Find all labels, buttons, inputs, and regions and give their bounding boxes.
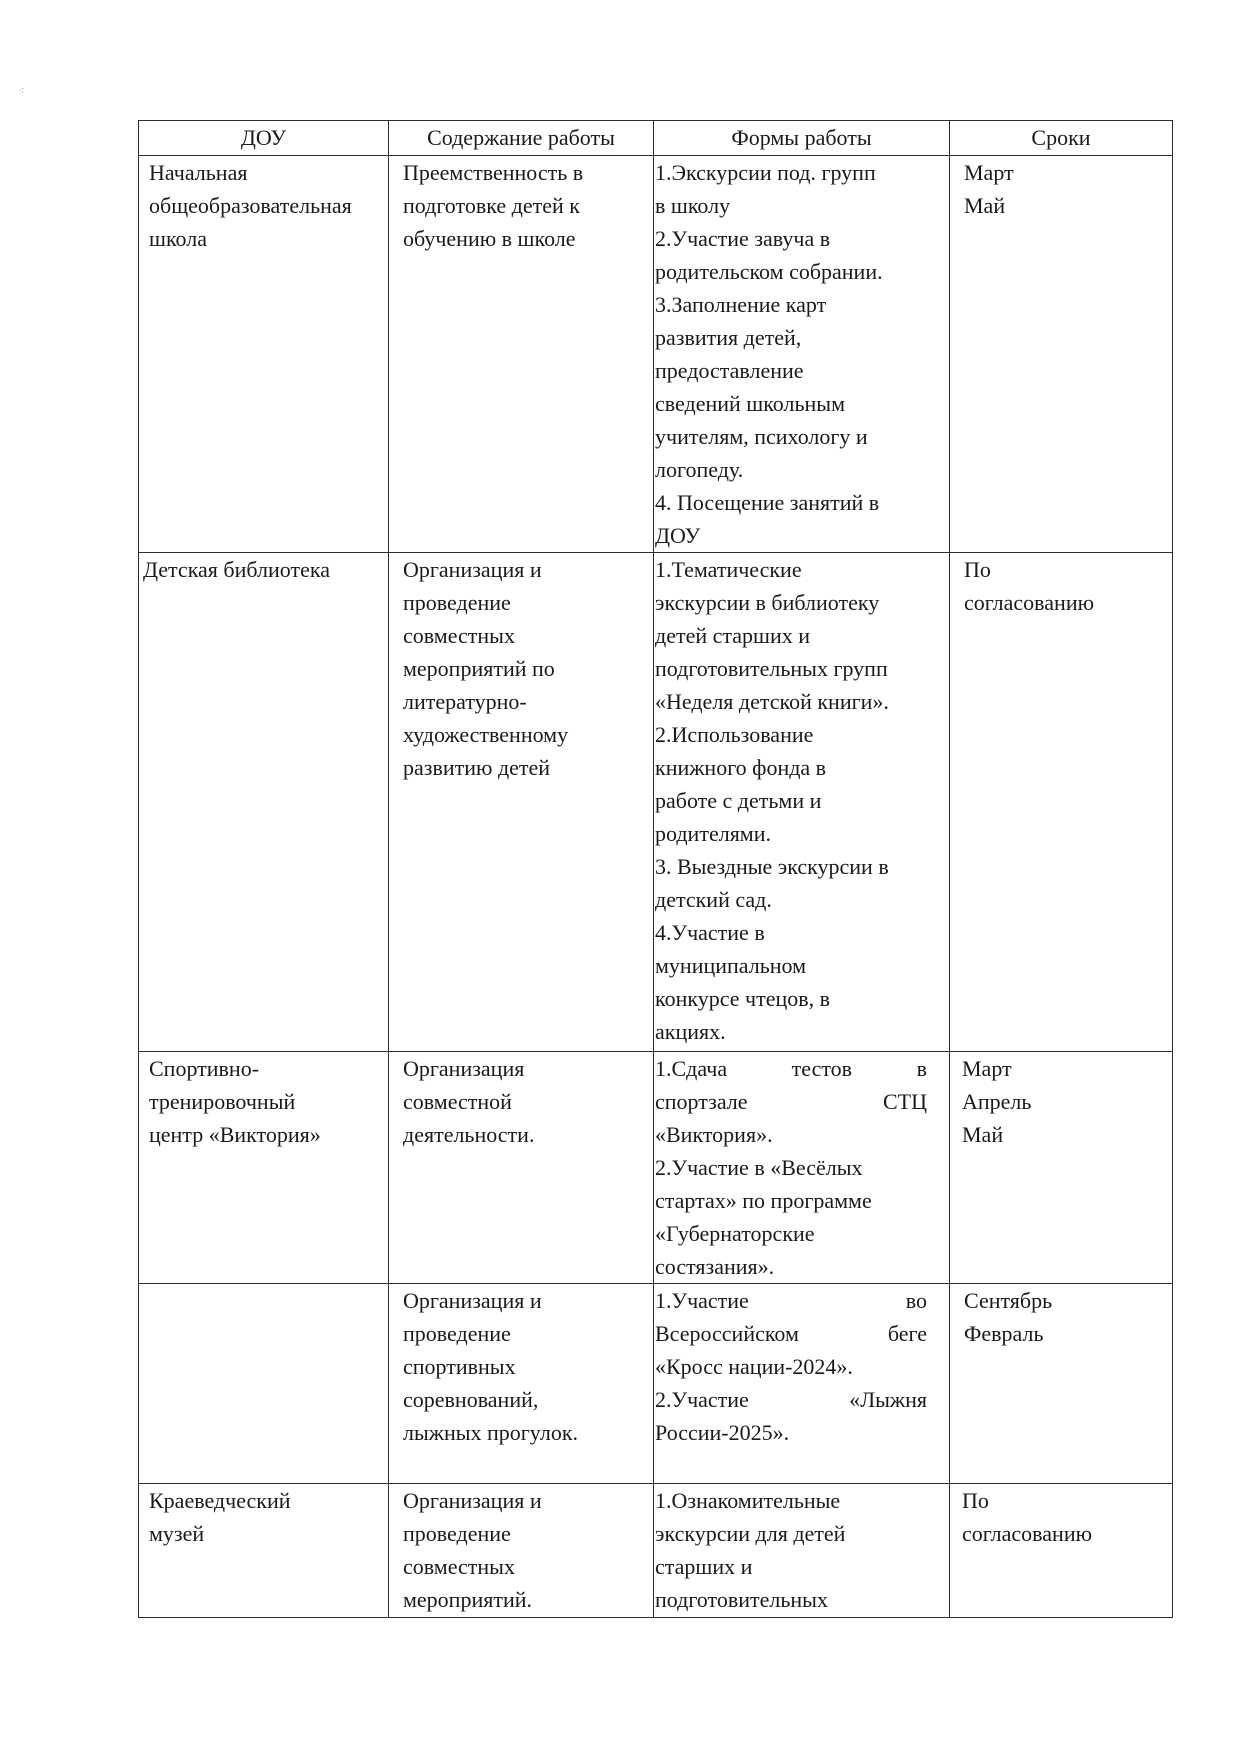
cell-line: совместных	[403, 1554, 515, 1579]
cell-line: 1.Экскурсии под. групп	[655, 160, 876, 185]
cell-line: деятельности.	[403, 1122, 535, 1147]
cell-line: Начальная	[149, 160, 248, 185]
cell-word: СТЦ	[883, 1089, 927, 1114]
cell-word: Всероссийском	[655, 1321, 799, 1346]
cell-line: Сентябрь	[964, 1288, 1053, 1313]
cell-line: «Неделя детской книги».	[655, 689, 889, 714]
cell-line: мероприятий по	[403, 656, 555, 681]
cell-word: в	[916, 1056, 927, 1081]
cell-line: По	[962, 1488, 989, 1513]
cell-line: 2.Участие завуча в	[655, 226, 831, 251]
cell-line: согласованию	[962, 1521, 1093, 1546]
org-cell	[139, 156, 389, 553]
cell-line: подготовке детей к	[403, 193, 580, 218]
cell-line	[655, 1052, 927, 1085]
cell-line: старших и	[655, 1554, 753, 1579]
cell-line: экскурсии в библиотеку	[655, 590, 880, 615]
cell-line: 1.Тематические	[655, 557, 802, 582]
cell-line: состязания».	[655, 1254, 775, 1279]
cell-line: Май	[964, 193, 1006, 218]
cell-line: работе с детьми и	[655, 788, 822, 813]
table-row	[139, 1484, 1173, 1618]
cell-line: музей	[149, 1521, 205, 1546]
cell-line: подготовительных	[655, 1587, 828, 1612]
header-content: Содержание работы	[389, 121, 654, 156]
terms-cell	[950, 553, 1173, 1052]
cell-line: Май	[962, 1122, 1004, 1147]
cell-line: Март	[962, 1056, 1012, 1081]
cell-line: стартах» по программе	[655, 1188, 872, 1213]
cell-word: 1.Сдача	[655, 1056, 728, 1081]
cell-line: Организация	[403, 1056, 525, 1081]
org-cell	[139, 1052, 389, 1284]
cell-line: Краеведческий	[149, 1488, 291, 1513]
cell-line: 3.Заполнение карт	[655, 292, 827, 317]
terms-cell	[950, 1284, 1173, 1484]
cell-line: Организация и	[403, 1288, 542, 1313]
cell-word: во	[905, 1288, 927, 1313]
cell-line	[655, 1383, 927, 1416]
header-terms: Сроки	[950, 121, 1173, 156]
table-row	[139, 1052, 1173, 1284]
scan-mark-icon: ⁖	[18, 84, 25, 97]
cell-line: конкурсе чтецов, в	[655, 986, 831, 1011]
cell-line: соревнований,	[403, 1387, 539, 1412]
table-row	[139, 1284, 1173, 1484]
cell-word: спортзале	[655, 1089, 748, 1114]
cell-line: согласованию	[964, 590, 1095, 615]
cell-line: детей старших и	[655, 623, 811, 648]
cell-line: 1.Ознакомительные	[655, 1488, 841, 1513]
cell-line	[655, 1085, 927, 1118]
cell-line: «Кросс нации-2024».	[655, 1354, 853, 1379]
cell-line: предоставление	[655, 358, 804, 383]
forms-cell	[654, 156, 950, 553]
cell-line: центр «Виктория»	[149, 1122, 321, 1147]
cell-line: экскурсии для детей	[655, 1521, 846, 1546]
cell-line: акциях.	[655, 1019, 726, 1044]
cell-line: Организация и	[403, 1488, 542, 1513]
cell-line: развитию детей	[403, 755, 551, 780]
cell-line: совместной	[403, 1089, 512, 1114]
cell-line: сведений школьным	[655, 391, 845, 416]
cell-word: 1.Участие	[655, 1288, 749, 1313]
cell-line: ДОУ	[655, 523, 701, 548]
org-cell	[139, 1284, 389, 1484]
cell-line	[655, 1317, 927, 1350]
cell-line: в школу	[655, 193, 731, 218]
forms-cell	[654, 553, 950, 1052]
org-cell	[139, 1484, 389, 1618]
forms-cell	[654, 1484, 950, 1618]
terms-cell	[950, 1484, 1173, 1618]
cell-word: тестов	[791, 1056, 853, 1081]
cell-line: проведение	[403, 590, 511, 615]
cell-line: 4.Участие в	[655, 920, 765, 945]
cell-line: Февраль	[964, 1321, 1044, 1346]
cell-line: детский сад.	[655, 887, 772, 912]
cell-line: лыжных прогулок.	[403, 1420, 579, 1445]
cell-line: Апрель	[962, 1089, 1032, 1114]
table-row	[139, 553, 1173, 1052]
org-cell	[139, 553, 389, 1052]
terms-cell	[950, 156, 1173, 553]
cell-line: развития детей,	[655, 325, 802, 350]
cell-line: тренировочный	[149, 1089, 296, 1114]
forms-cell	[654, 1284, 950, 1484]
cell-line: 4. Посещение занятий в	[655, 490, 880, 515]
cell-line: подготовительных групп	[655, 656, 888, 681]
cell-line: книжного фонда в	[655, 755, 827, 780]
cell-line: обучению в школе	[403, 226, 576, 251]
cell-line: По	[964, 557, 991, 582]
cell-line: «Губернаторские	[655, 1221, 815, 1246]
cell-word: беге	[887, 1321, 927, 1346]
cell-line: 2.Участие в «Весёлых	[655, 1155, 863, 1180]
table-row	[139, 156, 1173, 553]
forms-cell	[654, 1052, 950, 1284]
content-cell	[389, 156, 654, 553]
cell-line: России-2025».	[655, 1420, 790, 1445]
content-cell	[389, 553, 654, 1052]
terms-cell	[950, 1052, 1173, 1284]
cell-line: «Виктория».	[655, 1122, 773, 1147]
cell-line: логопеду.	[655, 457, 744, 482]
content-cell	[389, 1052, 654, 1284]
cell-line: Спортивно-	[149, 1056, 260, 1081]
cell-line	[655, 1284, 927, 1317]
cell-line: общеобразовательная	[149, 193, 352, 218]
cell-line: Март	[964, 160, 1014, 185]
cell-line: родительском собрании.	[655, 259, 883, 284]
content-cell	[389, 1484, 654, 1618]
content-cell	[389, 1284, 654, 1484]
cell-line: литературно-	[403, 689, 527, 714]
cell-word: «Лыжня	[849, 1387, 927, 1412]
cell-line: муниципальном	[655, 953, 807, 978]
cell-line: учителям, психологу и	[655, 424, 868, 449]
cell-line: художественному	[403, 722, 569, 747]
header-org: ДОУ	[139, 121, 389, 156]
cell-line: Организация и	[403, 557, 542, 582]
cell-line: проведение	[403, 1521, 511, 1546]
cell-line: 2.Использование	[655, 722, 814, 747]
header-forms: Формы работы	[654, 121, 950, 156]
cell-line: 3. Выездные экскурсии в	[655, 854, 889, 879]
cell-line: школа	[149, 226, 207, 251]
cell-line: мероприятий.	[403, 1587, 533, 1612]
cell-line: Детская библиотека	[143, 557, 330, 582]
cell-line: спортивных	[403, 1354, 516, 1379]
cell-word: 2.Участие	[655, 1387, 749, 1412]
cell-line: совместных	[403, 623, 515, 648]
cooperation-plan-table	[138, 120, 1173, 1618]
table-header-row	[139, 121, 1173, 156]
cell-line: проведение	[403, 1321, 511, 1346]
cell-line: родителями.	[655, 821, 772, 846]
cell-line: Преемственность в	[403, 160, 584, 185]
